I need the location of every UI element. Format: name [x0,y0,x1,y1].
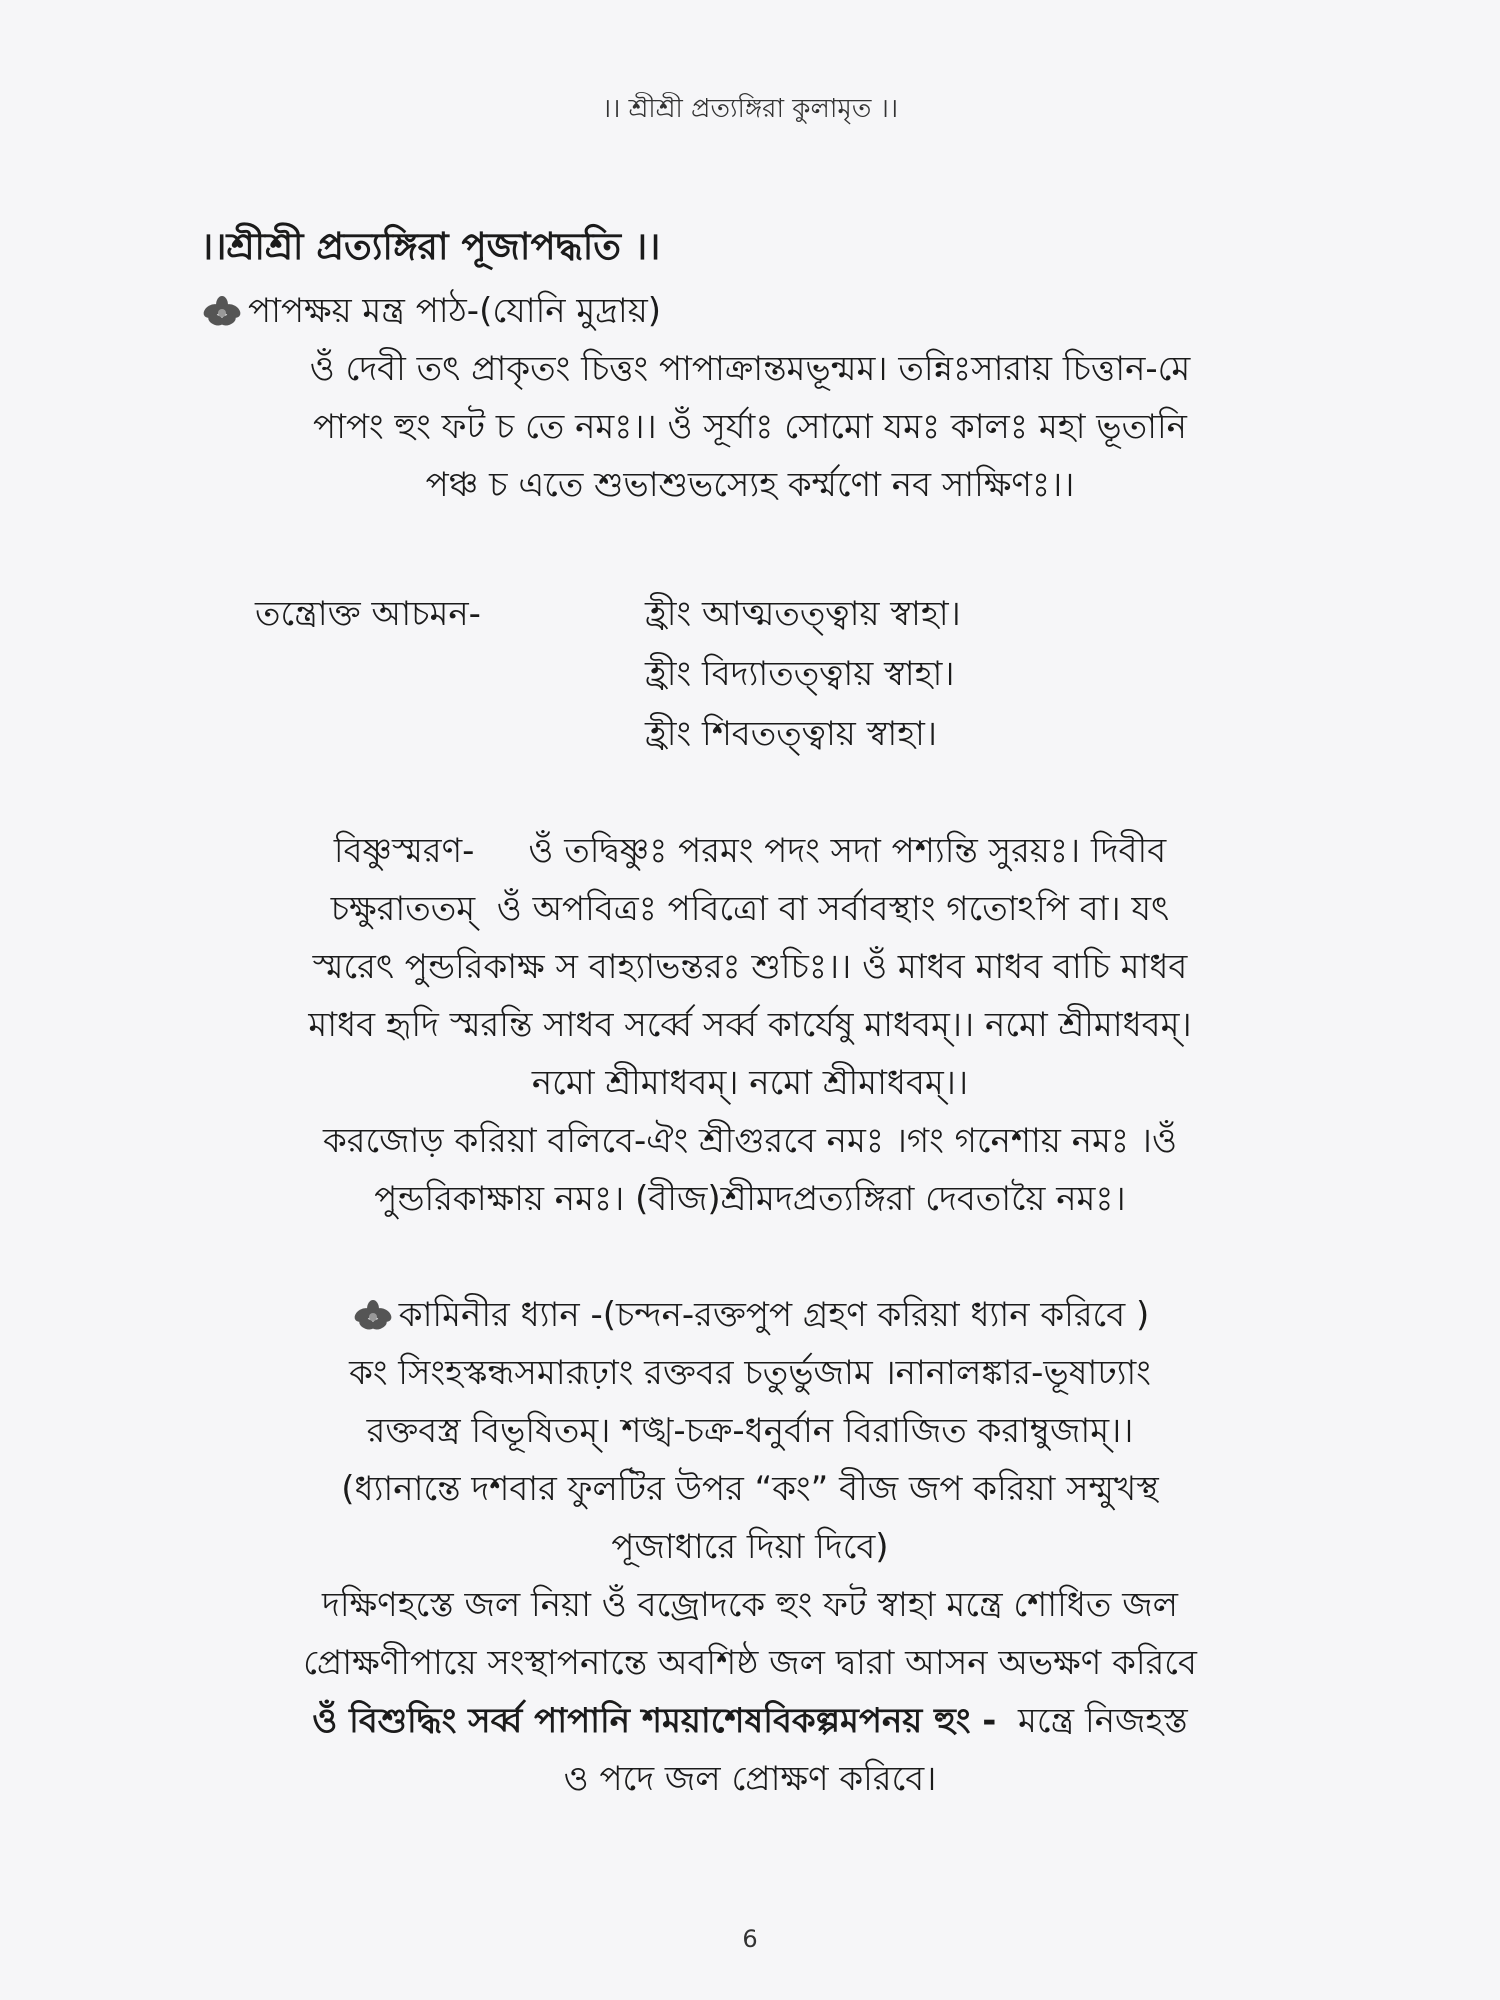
papakshaya-line: ওঁ দেবী তৎ প্রাকৃতং চিত্তং পাপাক্রান্তমভূন্মম। তন্নিঃসারায় চিত্তান-মে [309,349,1191,389]
kamini-line: রক্তবস্ত্র বিভূষিতম্। শঙ্খ-চক্র-ধনুর্বান বিরাজিত করাম্বুজাম্।। [366,1411,1134,1451]
vishnusmarana-section [200,822,1300,1228]
kamini-mantra-line [200,1692,1300,1750]
vishnusmarana-line: পুন্ডরিকাক্ষায় নমঃ। (বীজ)শ্রীমদপ্রত্যঙ্গিরা দেবতায়ৈ নমঃ। [374,1179,1126,1219]
vishnusmarana-line: চক্ষুরাততম্ ওঁ অপবিত্রঃ পবিত্রো বা সর্বাবস্থাং গতোঽপি বা। যৎ [330,889,1170,929]
acamana-lines [645,584,961,764]
papakshaya-heading: পাপক্ষয় মন্ত্র পাঠ-(যোনি মুদ্রায়) [248,291,662,331]
mantra-tail: মন্ত্রে নিজহস্ত [996,1701,1188,1741]
vishnusmarana-line: স্মরেৎ পুন্ডরিকাক্ষ স বাহ্যাভন্তরঃ শুচিঃ।। ওঁ মাধব মাধব বাচি মাধব [312,947,1188,987]
kamini-section [200,1344,1300,1808]
vishnusmarana-line: নমো শ্রীমাধবম্। নমো শ্রীমাধবম্।। [531,1063,969,1103]
kamini-line: (ধ্যানান্তে দশবার ফুলটির উপর “কং” বীজ জপ করিয়া সম্মুখস্থ [341,1469,1159,1509]
page-number: 6 [742,1925,758,1953]
acamana-line: হ্রীং শিবতত্ত্বায় স্বাহা। [645,714,938,754]
vishnusmarana-line: বিষ্ণুস্মরণ- ওঁ তদ্বিষ্ণুঃ পরমং পদং সদা পশ্যন্তি সুরয়ঃ। দিবীব [333,831,1167,871]
acamana-line: হ্রীং বিদ্যাতত্ত্বায় স্বাহা। [645,654,955,694]
bold-mantra: ওঁ বিশুদ্ধিং সর্ব্ব পাপানি শময়াশেষবিকল্পমপনয় হুং - [312,1701,997,1741]
kamini-heading: কামিনীর ধ্যান -(চন্দন-রক্তপুপ গ্রহণ করিয়া ধ্যান করিবে ) [398,1295,1150,1335]
vishnusmarana-line: মাধব হৃদি স্মরন্তি সাধব সর্ব্বে সর্ব্ব কার্যেষু মাধবম্।। নমো শ্রীমাধবম্। [308,1005,1192,1045]
kamini-heading-row [200,1286,1300,1344]
acamana-label: তন্ত্রোক্ত আচমন- [255,594,481,634]
acamana-line: হ্রীং আত্মতত্ত্বায় স্বাহা। [645,594,961,634]
kamini-line: দক্ষিণহস্তে জল নিয়া ওঁ বজ্রোদকে হুং ফট স্বাহা মন্ত্রে শোধিত জল [322,1585,1178,1625]
flower-ornament-icon [351,1299,395,1331]
kamini-line: কং সিংহস্কন্ধসমারূঢ়াং রক্তবর চতুর্ভুজাম ।নানালঙ্কার-ভূষাঢ্যাং [349,1353,1151,1393]
page-content [200,220,1300,1808]
acamana-section [200,584,1300,764]
running-header: ।। শ্রীশ্রী প্রত্যঙ্গিরা কুলামৃত ।। [601,94,899,124]
papakshaya-mantra [200,340,1300,514]
vishnusmarana-line: করজোড় করিয়া বলিবে-ঐং শ্রীগুরবে নমঃ ।গং গনেশায় নমঃ ।ওঁ [323,1121,1177,1161]
kamini-line: পূজাধারে দিয়া দিবে) [611,1527,889,1567]
flower-ornament-icon [200,295,244,327]
papakshaya-line: পাপং হুং ফট চ তে নমঃ।। ওঁ সূর্যাঃ সোমো যমঃ কালঃ মহা ভূতানি [313,407,1187,447]
kamini-line: প্রোক্ষণীপায়ে সংস্থাপনান্তে অবশিষ্ঠ জল দ্বারা আসন অভক্ষণ করিবে [303,1643,1197,1683]
papakshaya-heading-row [200,282,1300,340]
kamini-last-line: ও পদে জল প্রোক্ষণ করিবে। [563,1759,937,1799]
papakshaya-line: পঞ্চ চ এতে শুভাশুভস্যেহ কর্ম্মণো নব সাক্ষিণঃ।। [425,465,1075,505]
document-title: ।।শ্রীশ্রী প্রত্যঙ্গিরা পূজাপদ্ধতি ।। [200,225,661,268]
